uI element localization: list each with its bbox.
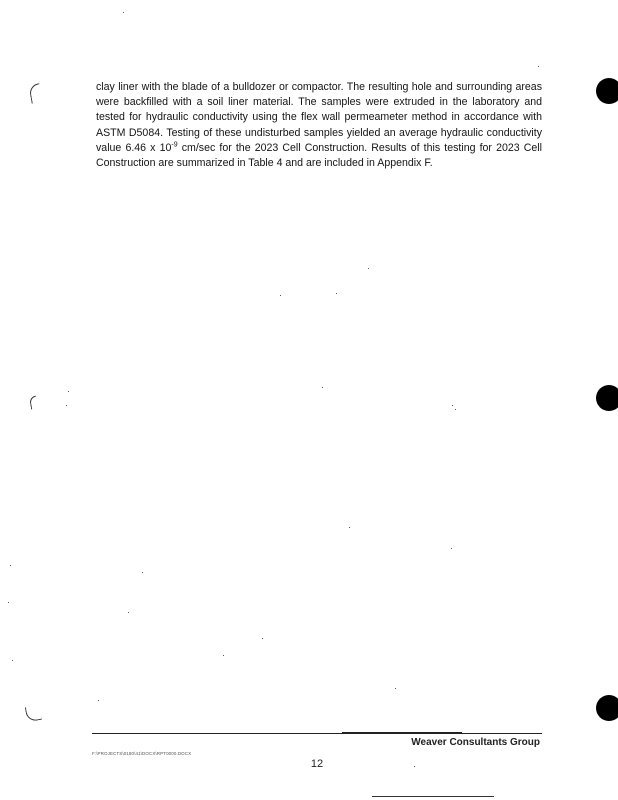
- punch-hole-middle: [596, 385, 618, 411]
- page-number-wrapper: [0, 758, 618, 770]
- scan-speck: [223, 655, 224, 656]
- footer-file-path: F:\PROJECTS\0180\41\DOCX\RPT0000.DOCX: [92, 751, 192, 756]
- scan-speck: [368, 268, 369, 269]
- scan-speck: [349, 527, 350, 528]
- scan-mark-bottom: [25, 705, 42, 722]
- scan-speck: [66, 405, 67, 406]
- footer-rule: [92, 733, 542, 734]
- scan-speck: [68, 391, 69, 392]
- scan-speck: [452, 405, 453, 406]
- scan-speck: [336, 293, 337, 294]
- body-text-main: clay liner with the blade of a bulldozer or compactor. The resulting hole and surrounding areas were backfilled with a soil liner material. The samples were extruded in the laboratory and tested for hydraulic conductivity using the flex wall permeameter method in accordance with ASTM D5084. Testing of these undisturbed samples yielded an average hydraulic conductivity value 6.46 x 10: [96, 81, 542, 154]
- body-paragraph: [96, 80, 542, 171]
- footer-rule-accent: [342, 732, 462, 733]
- scan-mark-middle: [29, 395, 38, 409]
- scan-speck: [455, 409, 456, 410]
- scan-speck: [12, 660, 13, 661]
- scan-speck: [123, 12, 124, 13]
- scan-speck: [10, 565, 11, 566]
- scan-speck: [128, 612, 129, 613]
- scan-speck: [98, 700, 99, 701]
- scan-mark-top: [28, 83, 42, 104]
- scan-speck: [451, 548, 452, 549]
- scan-speck: [142, 572, 143, 573]
- bottom-edge-rule: [372, 796, 494, 797]
- footer-company-name: Weaver Consultants Group: [411, 737, 540, 748]
- scan-speck: [280, 295, 281, 296]
- scan-speck: [322, 387, 323, 388]
- scan-speck: [395, 688, 396, 689]
- page-number: 12: [310, 758, 324, 770]
- scan-speck: [8, 602, 9, 603]
- scan-speck: [538, 66, 539, 67]
- exponent: -9: [171, 141, 178, 149]
- punch-hole-bottom: [596, 695, 618, 721]
- scan-speck: [262, 638, 263, 639]
- body-text-tail: cm/sec for the 2023 Cell Construction. Results of this testing for 2023 Cell Construction are summarized in Table 4 and are included in Appendix F.: [96, 141, 543, 170]
- punch-hole-top: [596, 78, 618, 104]
